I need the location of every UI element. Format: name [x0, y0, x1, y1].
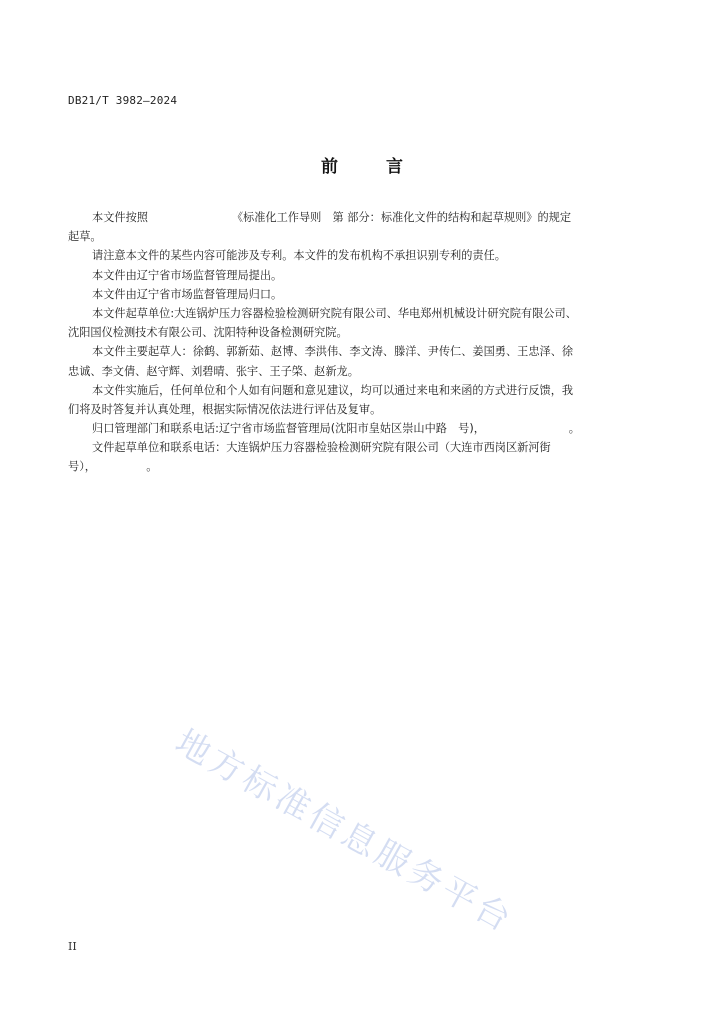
- paragraph-drafting-rules-line2: 起草。: [68, 230, 102, 244]
- page-title: [0, 152, 724, 177]
- paragraph-management-contact: 归口管理部门和联系电话:辽宁省市场监督管理局(沈阳市皇姑区崇山中路 号)， 。: [92, 422, 580, 436]
- paragraph-feedback-line1: 本文件实施后，任何单位和个人如有问题和意见建议，均可以通过来电和来函的方式进行反馈，我: [92, 383, 574, 397]
- page-title-part2: 言: [386, 157, 403, 177]
- paragraph-patent-notice: 请注意本文件的某些内容可能涉及专利。本文件的发布机构不承担识别专利的责任。: [92, 249, 506, 263]
- paragraph-proposed-by: 本文件由辽宁省市场监督管理局提出。: [92, 268, 283, 282]
- paragraph-drafting-units-line1: 本文件起草单位:大连锅炉压力容器检验检测研究院有限公司、华电郑州机械设计研究院有限公司、: [92, 306, 577, 320]
- paragraph-drafter-contact-line2: 号）， 。: [68, 460, 158, 474]
- page-number: II: [68, 940, 77, 953]
- paragraph-drafter-contact-line1: 文件起草单位和联系电话：大连锅炉压力容器检验检测研究院有限公司（大连市西岗区新河街: [92, 441, 551, 455]
- foreword-body: [68, 208, 642, 477]
- paragraph-drafters-line1: 本文件主要起草人：徐鹤、郭新茹、赵博、李洪伟、李文涛、滕洋、尹传仁、姜国勇、王忠泽、徐: [92, 345, 574, 359]
- paragraph-drafters-line2: 忠诚、李文倩、赵守辉、刘碧晴、张宇、王子棨、赵新龙。: [68, 364, 359, 378]
- page-title-part1: 前: [321, 157, 338, 177]
- paragraph-drafting-rules-line1: 本文件按照 《标准化工作导则 第 部分：标准化文件的结构和起草规则》的规定: [92, 211, 572, 224]
- watermark: 地方标准信息服务平台: [168, 722, 521, 942]
- paragraph-feedback-line2: 们将及时答复并认真处理，根据实际情况依法进行评估及复审。: [68, 402, 382, 416]
- document-code: DB21/T 3982—2024: [68, 94, 178, 107]
- paragraph-drafting-units-line2: 沈阳国仪检测技术有限公司、沈阳特种设备检测研究院。: [68, 326, 348, 340]
- paragraph-managed-by: 本文件由辽宁省市场监督管理局归口。: [92, 287, 283, 301]
